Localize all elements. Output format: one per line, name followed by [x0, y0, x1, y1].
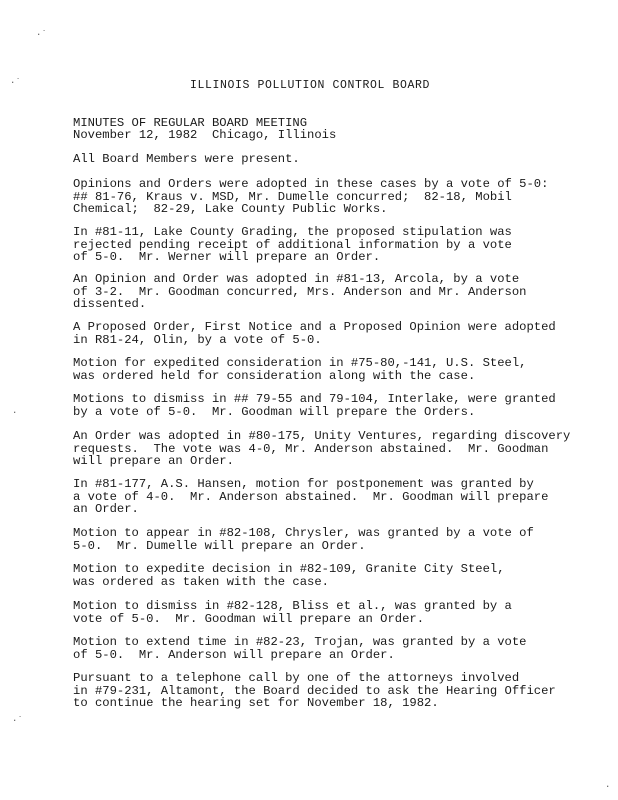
- board-title: ILLINOIS POLLUTION CONTROL BOARD: [190, 79, 431, 92]
- paragraph-bliss: Motion to dismiss in #82-128, Bliss et al., was granted by a vote of 5-0. Mr. Goodman will prepare an Order.: [73, 599, 512, 626]
- paragraph-arcola: An Opinion and Order was adopted in #81-13, Arcola, by a vote of 3-2. Mr. Goodman concurred, Mrs. Anderson and Mr. Anderson dissented.: [73, 272, 527, 312]
- paragraph-interlake: Motions to dismiss in ## 79-55 and 79-104, Interlake, were granted by a vote of 5-0. Mr. Goodman will prepare the Orders.: [73, 392, 556, 419]
- paragraph-granite-city-steel: Motion to expedite decision in #82-109, Granite City Steel, was ordered as taken with the case.: [73, 562, 505, 589]
- scan-mark: ·˙: [10, 78, 21, 88]
- paragraph-lake-county-grading: In #81-11, Lake County Grading, the proposed stipulation was rejected pending receipt of additional information by a vote of 5-0. Mr. Werner will prepare an Order.: [73, 225, 512, 265]
- paragraph-opinions-adopted: Opinions and Orders were adopted in these cases by a vote of 5-0: ## 81-76, Kraus v. MSD, Mr. Dumelle concurred; 82-18, Mobil Chemical; 82-29, Lake County Public Works.: [73, 177, 549, 217]
- minutes-heading-line-1: MINUTES OF REGULAR BOARD MEETING: [73, 116, 308, 130]
- paragraph-olin: A Proposed Order, First Notice and a Proposed Opinion were adopted in R81-24, Olin, by a vote of 5-0.: [73, 320, 556, 347]
- minutes-heading-line-2: November 12, 1982 Chicago, Illinois: [73, 128, 337, 142]
- paragraph-attendance: All Board Members were present.: [73, 152, 300, 166]
- scan-mark: ·˙: [36, 30, 47, 40]
- paragraph-as-hansen: In #81-177, A.S. Hansen, motion for postponement was granted by a vote of 4-0. Mr. Anderson abstained. Mr. Goodman will prepare an Order.: [73, 477, 549, 517]
- scan-mark: ·: [12, 408, 18, 418]
- scan-mark: ·: [605, 782, 611, 792]
- paragraph-us-steel: Motion for expedited consideration in #75-80,-141, U.S. Steel, was ordered held for consideration along with the case.: [73, 356, 527, 383]
- scan-mark: ·˙: [12, 716, 23, 726]
- paragraph-altamont: Pursuant to a telephone call by one of the attorneys involved in #79-231, Altamont, the Board decided to ask the Hearing Officer to continue the hearing set for November 18, 1982.: [73, 671, 556, 711]
- paragraph-trojan: Motion to extend time in #82-23, Trojan, was granted by a vote of 5-0. Mr. Anderson will prepare an Order.: [73, 635, 527, 662]
- paragraph-unity-ventures: An Order was adopted in #80-175, Unity Ventures, regarding discovery requests. The vote was 4-0, Mr. Anderson abstained. Mr. Goodman will prepare an Order.: [73, 429, 571, 469]
- paragraph-chrysler: Motion to appear in #82-108, Chrysler, was granted by a vote of 5-0. Mr. Dumelle will prepare an Order.: [73, 526, 534, 553]
